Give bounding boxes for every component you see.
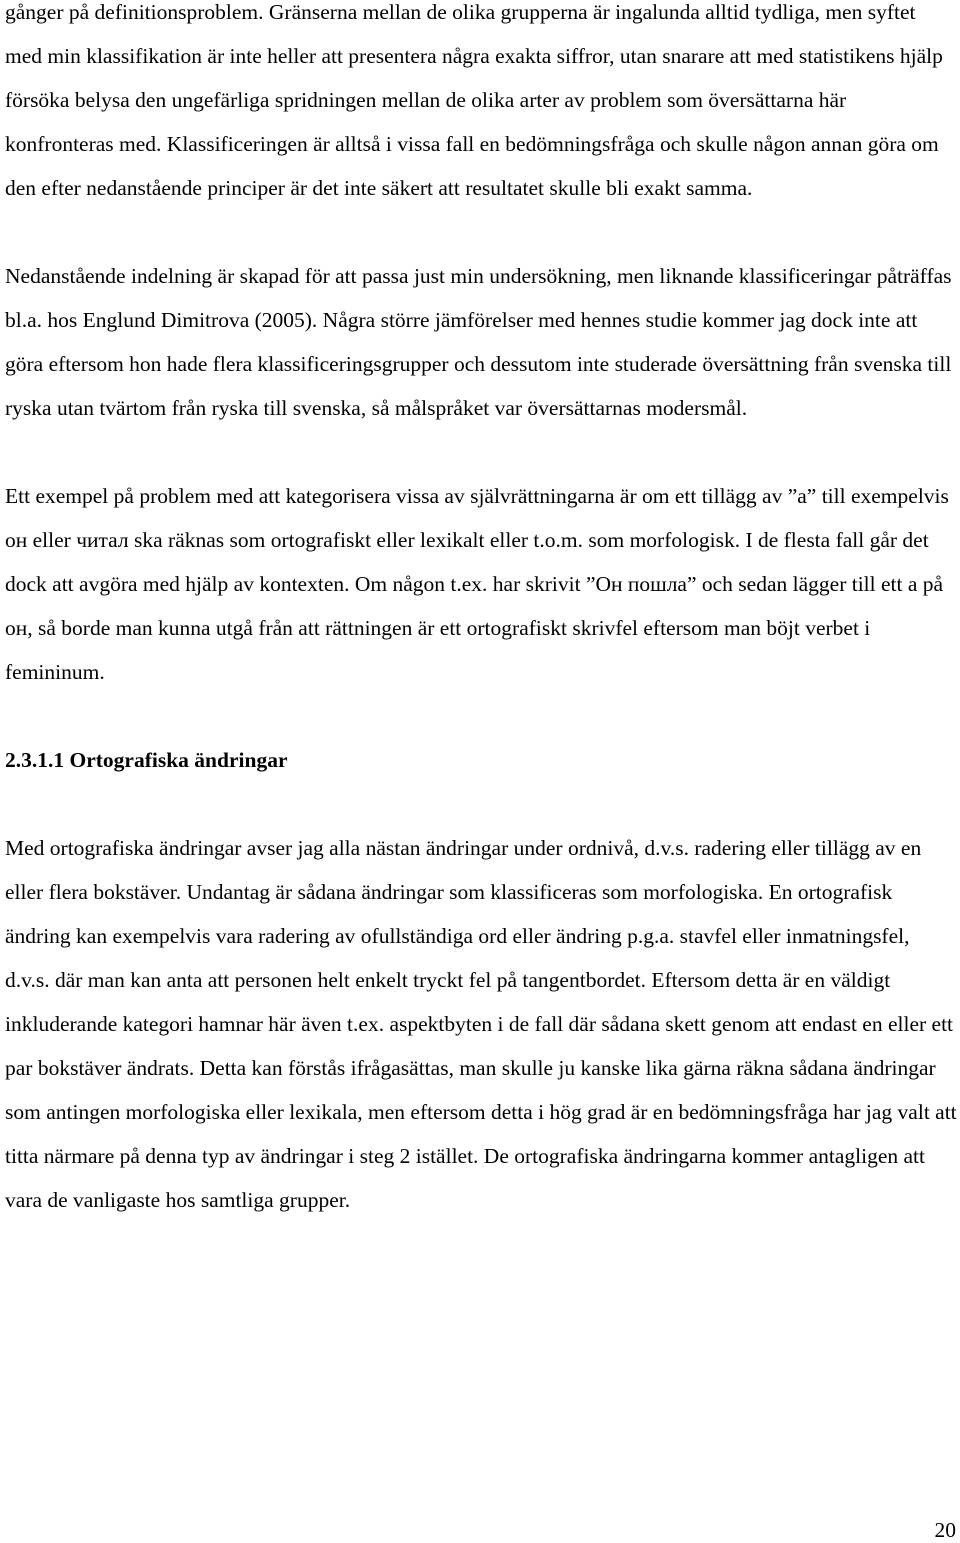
section-heading: 2.3.1.1 Ortografiska ändringar xyxy=(5,748,288,772)
paragraph-classification-comparison: Nedanstående indelning är skapad för att passa just min undersökning, men liknande klassificeringar påträffas bl.a. hos Englund Dimitrova (2005). Några större jämförelser med hennes studie kommer jag dock inte att göra eftersom hon hade flera klassificeringsgrupper och dessutom inte studerade översättning från svenska till ryska utan tvärtom från ryska till svenska, så målspråket var översättarnas modersmål. xyxy=(5,264,952,420)
paragraph-spacer xyxy=(5,430,957,474)
document-page xyxy=(5,0,957,1222)
paragraph-classification-intro: gånger på definitionsproblem. Gränserna mellan de olika grupperna är ingalunda alltid tydliga, men syftet med min klassifikation är inte heller att presentera några exakta siffror, utan snarare att med statistikens hjälp försöka belysa den ungefärliga spridningen mellan de olika arter av problem som översättarna här konfronteras med. Klassificeringen är alltså i vissa fall en bedömningsfråga och skulle någon annan göra om den efter nedanstående principer är det inte säkert att resultatet skulle bli exakt samma. xyxy=(5,0,943,200)
paragraph-categorization-example: Ett exempel på problem med att kategorisera vissa av självrättningarna är om ett tillägg av ”a” till exempelvis он eller читал ska räknas som ortografiskt eller lexikalt eller t.o.m. som morfologisk. I de flesta fall går det dock att avgöra med hjälp av kontexten. Om någon t.ex. har skrivit ”Он пошла” och sedan lägger till ett a på он, så borde man kunna utgå från att rättningen är ett ortografiskt skrivfel eftersom man böjt verbet i femininum. xyxy=(5,484,949,684)
paragraph-spacer xyxy=(5,782,957,826)
paragraph-spacer xyxy=(5,694,957,738)
paragraph-spacer xyxy=(5,210,957,254)
paragraph-orthographic-changes: Med ortografiska ändringar avser jag alla nästan ändringar under ordnivå, d.v.s. radering eller tillägg av en eller flera bokstäver. Undantag är sådana ändringar som klassificeras som morfologiska. En ortografisk ändring kan exempelvis vara radering av ofullständiga ord eller ändring p.g.a. stavfel eller inmatningsfel, d.v.s. där man kan anta att personen helt enkelt tryckt fel på tangentbordet. Eftersom detta är en väldigt inkluderande kategori hamnar här även t.ex. aspektbyten i de fall där sådana skett genom att endast en eller ett par bokstäver ändrats. Detta kan förstås ifrågasättas, man skulle ju kanske lika gärna räkna sådana ändringar som antingen morfologiska eller lexikala, men eftersom detta i hög grad är en bedömningsfråga har jag valt att titta närmare på denna typ av ändringar i steg 2 istället. De ortografiska ändringarna kommer antagligen att vara de vanligaste hos samtliga grupper. xyxy=(5,836,957,1212)
page-number: 20 xyxy=(934,1518,956,1542)
